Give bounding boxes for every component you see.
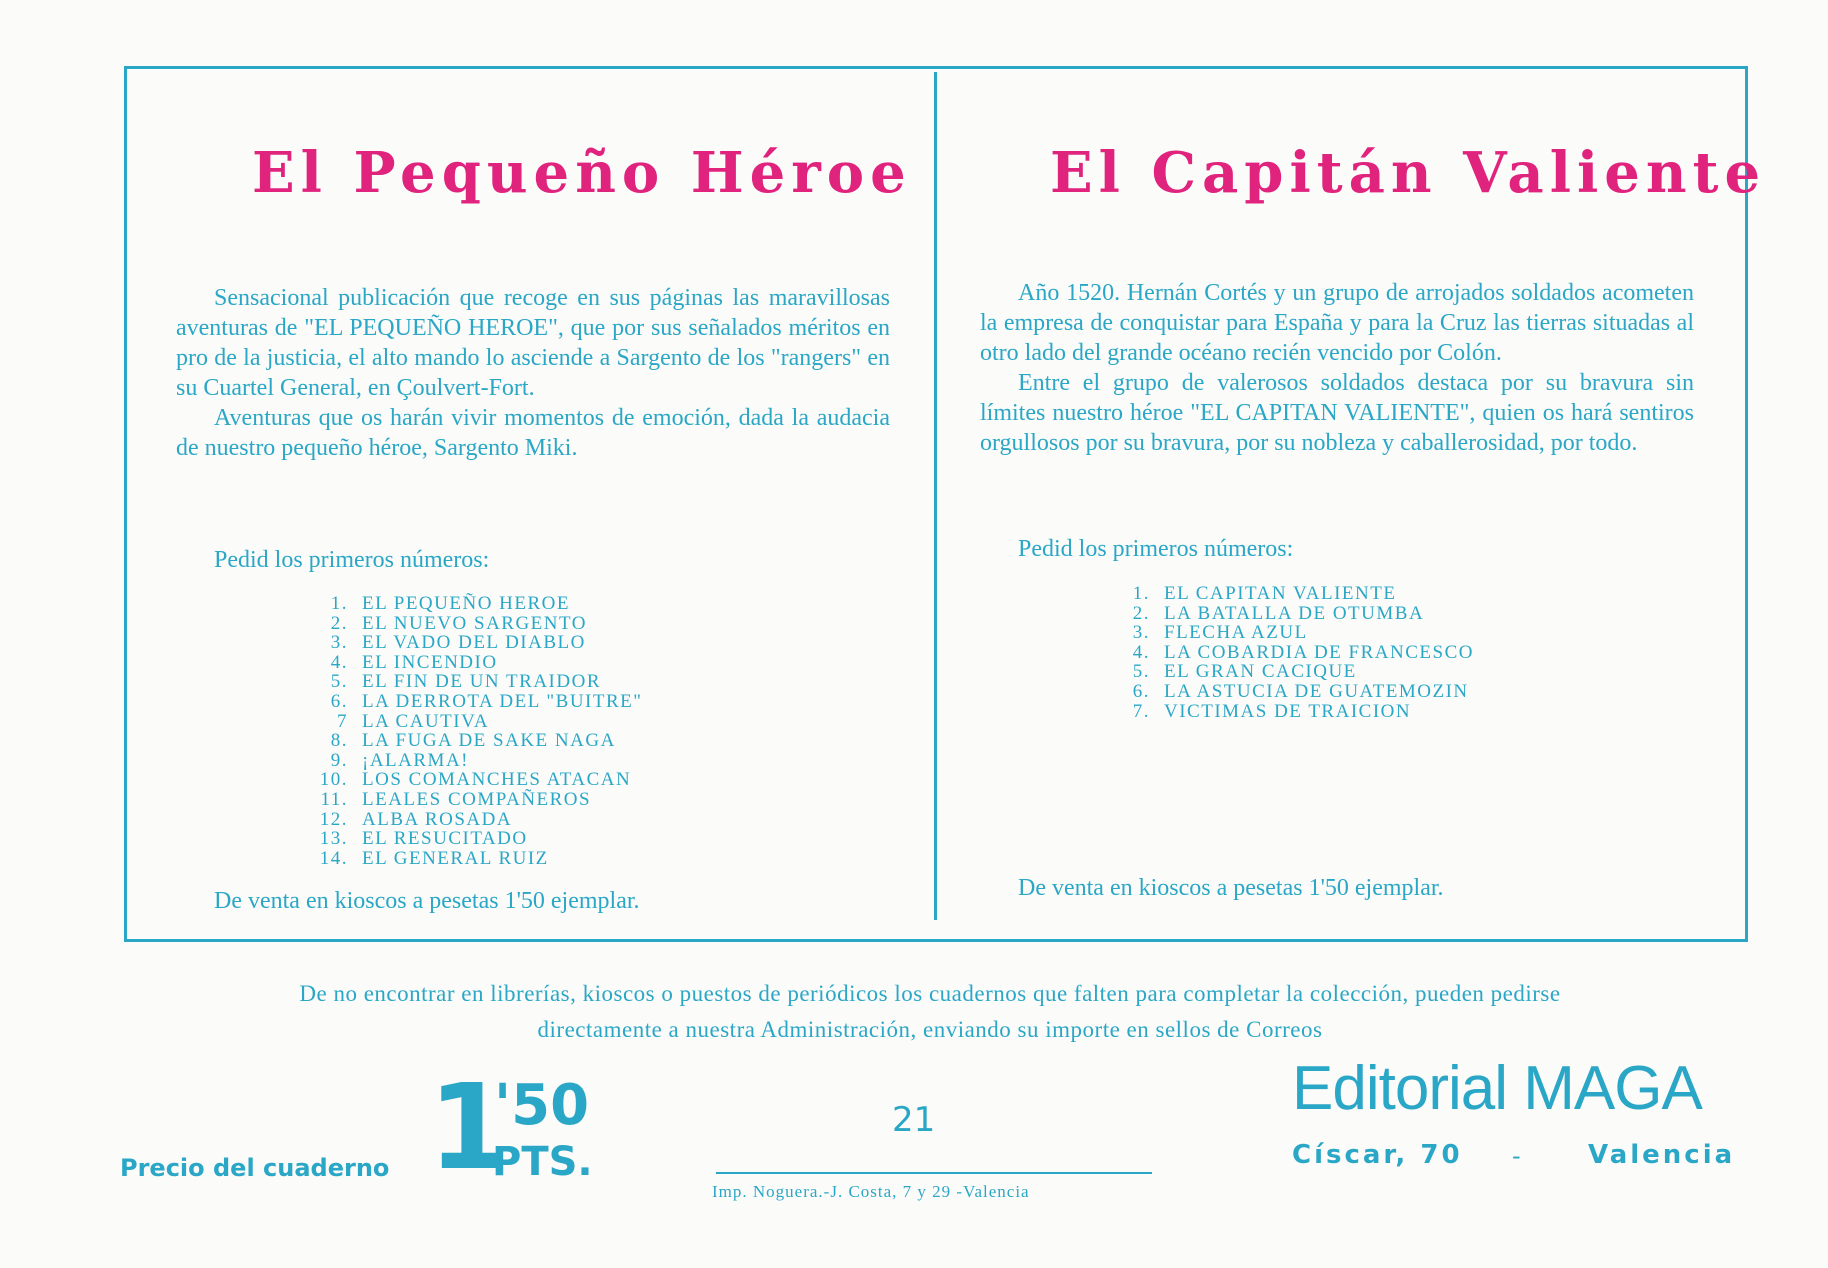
right-sale-note: De venta en kioscos a pesetas 1'50 ejemplar.	[1018, 875, 1444, 901]
right-issue-item	[1102, 584, 1474, 604]
left-issue-item	[300, 633, 643, 653]
issue-number: 3.	[330, 632, 348, 654]
issue-title: LA FUGA DE SAKE NAGA	[362, 730, 616, 752]
issue-title: VICTIMAS DE TRAICION	[1164, 700, 1412, 722]
issue-number: 10.	[319, 769, 348, 791]
issue-number: 9.	[330, 749, 348, 771]
issue-number: 6.	[330, 690, 348, 712]
issue-title: LA CAUTIVA	[362, 710, 490, 732]
mail-order-notice	[110, 976, 1750, 1048]
issue-number: 4.	[330, 651, 348, 673]
left-sale-note: De venta en kioscos a pesetas 1'50 ejemplar.	[214, 888, 640, 914]
issue-title: LEALES COMPAÑEROS	[362, 788, 592, 810]
left-issue-item	[300, 594, 643, 614]
left-intro-paragraph-2: Aventuras que os harán vivir momentos de emoción, dada la audacia de nuestro pequeño héroe, Sargento Miki.	[176, 405, 890, 461]
notice-line-1: De no encontrar en librerías, kioscos o puestos de periódicos los cuadernos que falten para completar la colección, pueden pedirse	[299, 981, 1561, 1006]
issue-number: 7	[337, 710, 348, 732]
left-intro-paragraph-1: Sensacional publicación que recoge en sus páginas las maravillosas aventuras de "EL PEQUEÑO HEROE", que por sus señalados méritos en pro de la justicia, el alto mando lo asciende a Sargento de los "rangers" en su Cuartel General, en Çoulvert-Fort.	[176, 285, 890, 401]
left-order-prompt: Pedid los primeros números:	[214, 547, 490, 573]
issue-title: EL GENERAL RUIZ	[362, 847, 549, 869]
left-issue-item	[300, 810, 643, 830]
right-order-prompt: Pedid los primeros números:	[1018, 536, 1294, 562]
left-issue-item	[300, 790, 643, 810]
publisher-city: Valencia	[1588, 1140, 1736, 1170]
issue-title: LOS COMANCHES ATACAN	[362, 769, 632, 791]
price-unit: PTS.	[492, 1139, 593, 1185]
issue-title: LA COBARDIA DE FRANCESCO	[1164, 641, 1474, 663]
publisher-name: Editorial MAGA	[1292, 1054, 1702, 1123]
price-decimal: '50	[494, 1073, 590, 1138]
issue-title: EL NUEVO SARGENTO	[362, 612, 587, 634]
right-issue-item	[1102, 604, 1474, 624]
printer-imprint: Imp. Noguera.-J. Costa, 7 y 29 -Valencia	[712, 1182, 1030, 1201]
issue-title: ¡ALARMA!	[362, 749, 469, 771]
right-panel-title: El Capitán Valiente	[1050, 140, 1767, 206]
publisher-address: Císcar, 70	[1292, 1140, 1463, 1170]
issue-number: 11.	[320, 788, 348, 810]
issue-title: EL RESUCITADO	[362, 828, 528, 850]
right-intro-paragraph-2: Entre el grupo de valerosos soldados destaca por su bravura sin límites nuestro héroe "EL CAPITAN VALIENTE", quien os hará sentiros orgullosos por su bravura, por su nobleza y caballerosidad, por todo.	[980, 370, 1694, 456]
right-issue-item	[1102, 643, 1474, 663]
issue-number: 3.	[1132, 622, 1150, 644]
left-issue-item	[300, 672, 643, 692]
left-issue-item	[300, 849, 643, 869]
left-issue-item	[300, 653, 643, 673]
left-issue-item	[300, 770, 643, 790]
issue-number: 12.	[319, 808, 348, 830]
publisher-separator: -	[1512, 1142, 1521, 1170]
issue-title: LA BATALLA DE OTUMBA	[1164, 602, 1425, 624]
printer-rule	[716, 1172, 1152, 1174]
right-issue-item	[1102, 682, 1474, 702]
issue-number: 7.	[1132, 700, 1150, 722]
issue-number: 5.	[1132, 661, 1150, 683]
right-issue-item	[1102, 662, 1474, 682]
issue-title: FLECHA AZUL	[1164, 622, 1308, 644]
issue-title: EL VADO DEL DIABLO	[362, 632, 586, 654]
issue-title: ALBA ROSADA	[362, 808, 513, 830]
issue-number: 13.	[319, 828, 348, 850]
left-issue-item	[300, 614, 643, 634]
right-intro-paragraph-1: Año 1520. Hernán Cortés y un grupo de arrojados soldados acometen la empresa de conquistar para España y para la Cruz las tierras situadas al otro lado del grande océano recién vencido por Colón.	[980, 280, 1694, 366]
right-issue-list	[1102, 584, 1474, 721]
issue-title: LA DERROTA DEL "BUITRE"	[362, 690, 643, 712]
issue-number: 1.	[1132, 583, 1150, 604]
price-label: Precio del cuaderno	[120, 1154, 390, 1182]
issue-number: 6.	[1132, 680, 1150, 702]
page-number: 21	[892, 1100, 936, 1140]
issue-number: 4.	[1132, 641, 1150, 663]
issue-number: 14.	[319, 847, 348, 869]
left-panel-title: El Pequeño Héroe	[252, 140, 912, 206]
panel-divider	[934, 72, 937, 920]
issue-number: 1.	[330, 593, 348, 614]
issue-number: 2.	[1132, 602, 1150, 624]
left-issue-item	[300, 829, 643, 849]
left-issue-item	[300, 712, 643, 732]
left-issue-item	[300, 751, 643, 771]
issue-number: 8.	[330, 730, 348, 752]
left-issue-item	[300, 731, 643, 751]
right-issue-item	[1102, 623, 1474, 643]
price-whole: 1	[428, 1058, 511, 1196]
left-issue-item	[300, 692, 643, 712]
issue-title: EL GRAN CACIQUE	[1164, 661, 1357, 683]
right-issue-item	[1102, 702, 1474, 722]
issue-title: EL FIN DE UN TRAIDOR	[362, 671, 601, 693]
left-panel-intro	[176, 283, 890, 463]
left-issue-list	[300, 594, 643, 868]
issue-number: 5.	[330, 671, 348, 693]
issue-title: EL PEQUEÑO HEROE	[362, 593, 570, 614]
issue-title: EL CAPITAN VALIENTE	[1164, 583, 1397, 604]
issue-number: 2.	[330, 612, 348, 634]
notice-line-2: directamente a nuestra Administración, enviando su importe en sellos de Correos	[537, 1017, 1323, 1042]
issue-title: EL INCENDIO	[362, 651, 498, 673]
right-panel-intro	[980, 278, 1694, 458]
issue-title: LA ASTUCIA DE GUATEMOZIN	[1164, 680, 1469, 702]
